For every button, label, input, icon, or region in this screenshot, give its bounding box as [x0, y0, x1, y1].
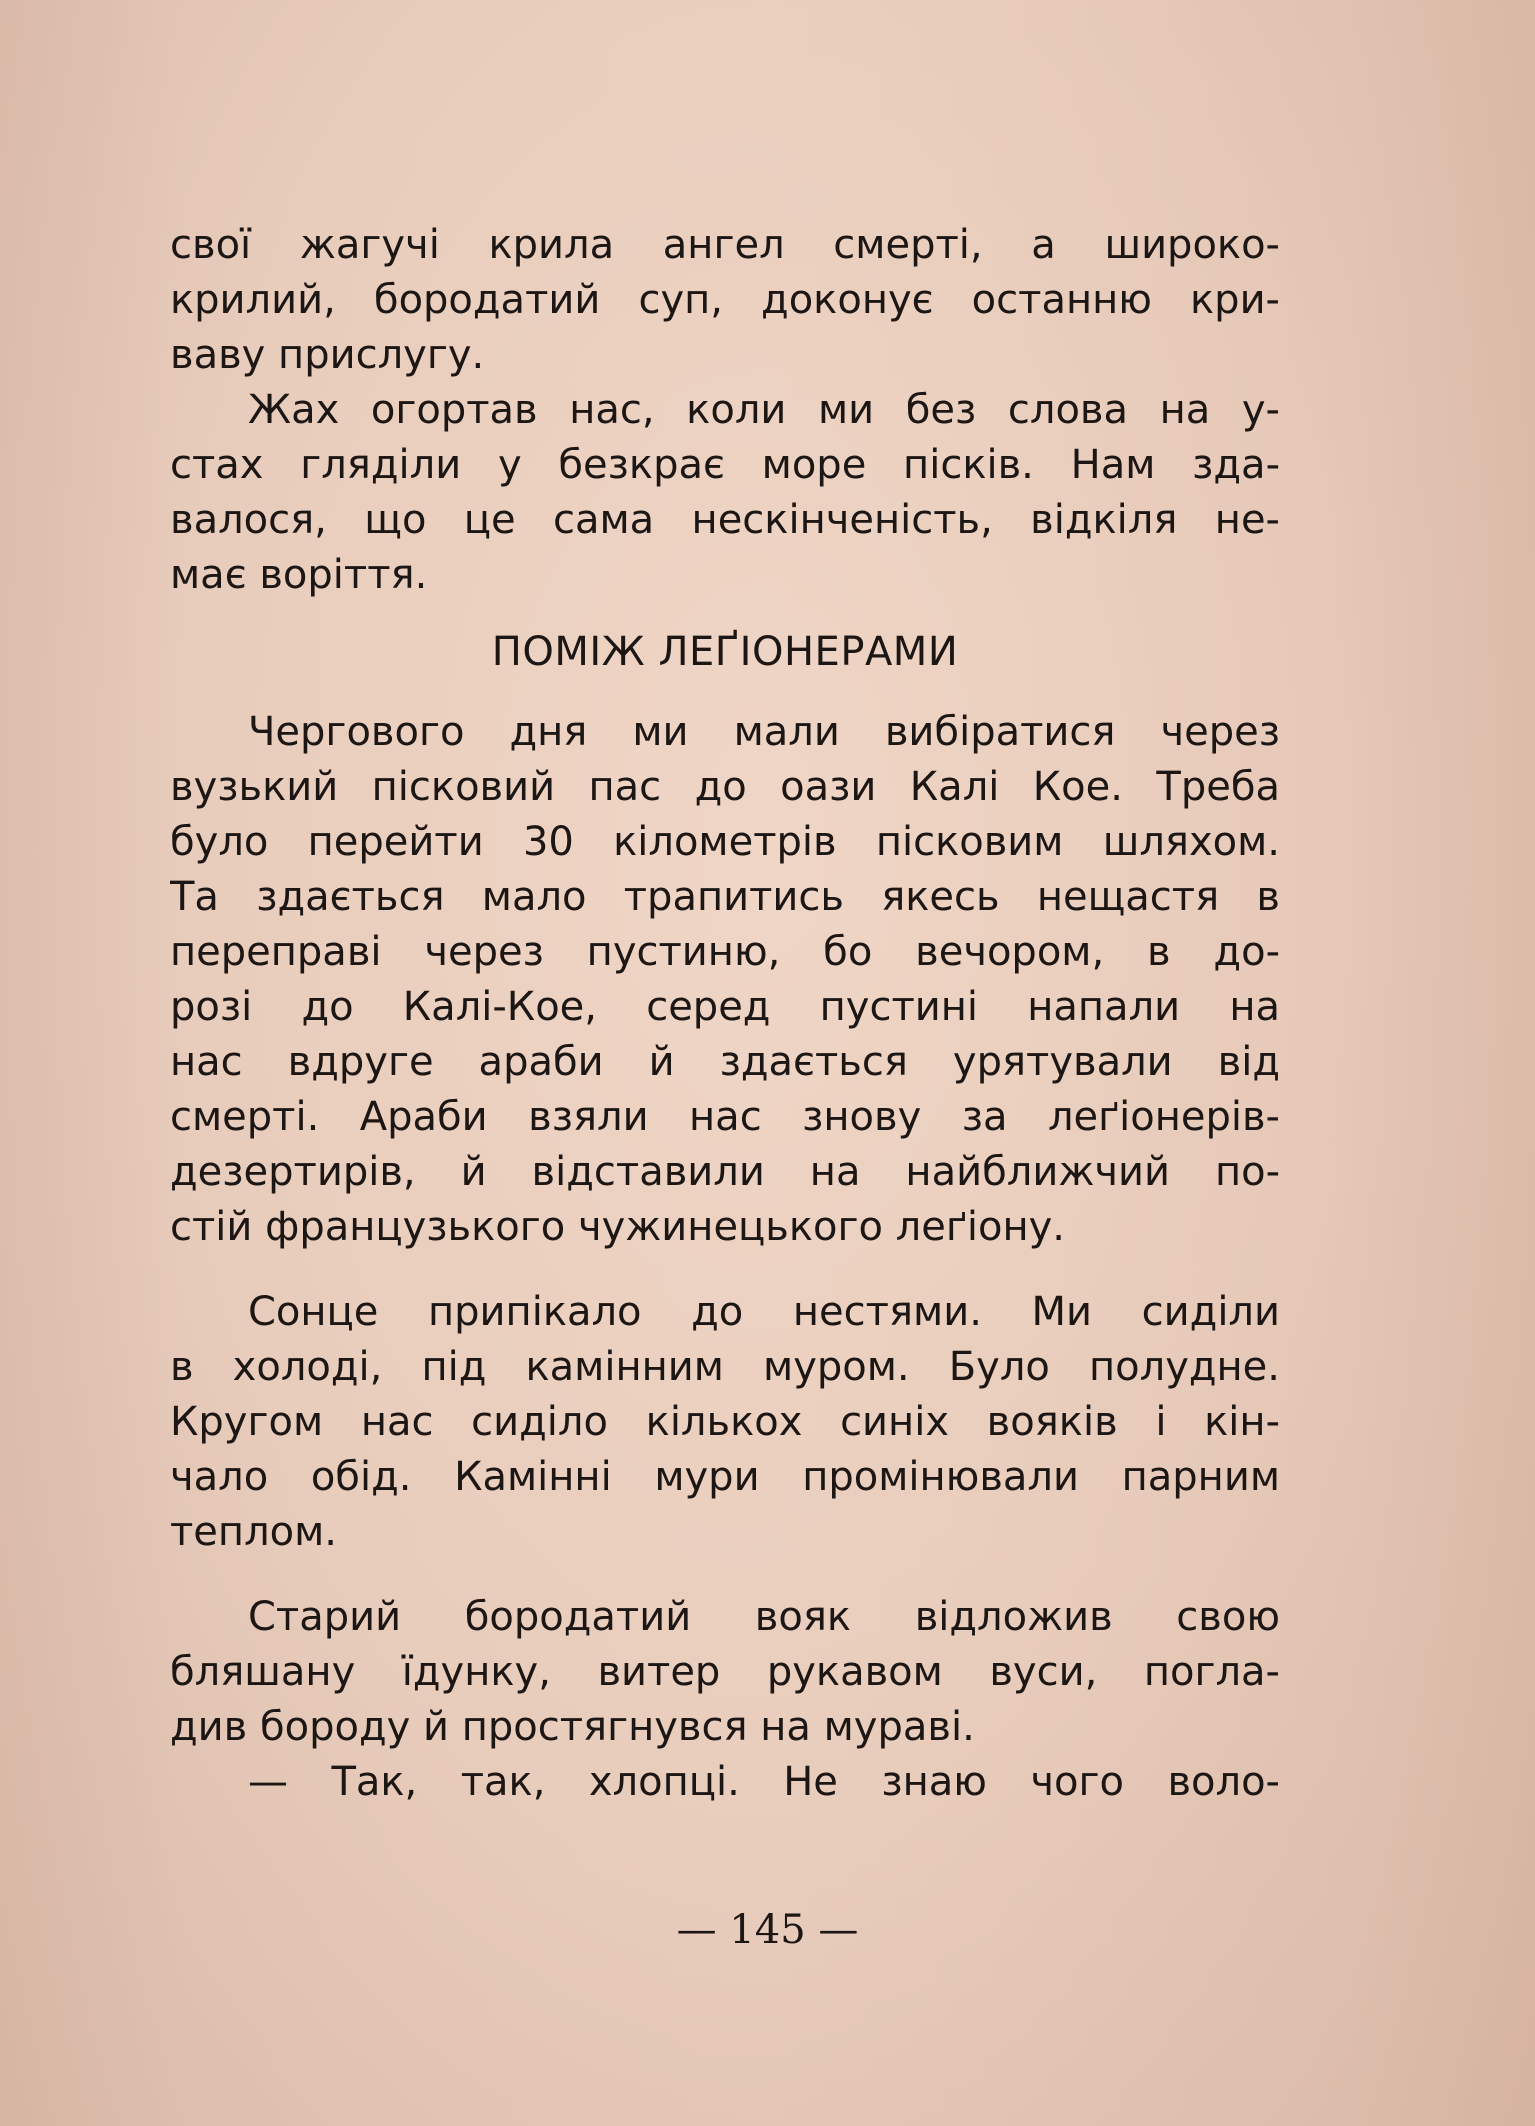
- paragraph-gap: [170, 1560, 1280, 1590]
- text-line: див бороду й простягнувся на мураві.: [170, 1704, 975, 1750]
- text-line: теплом.: [170, 1509, 337, 1555]
- section-heading: ПОМІЖ ЛЕҐІОНЕРАМИ: [491, 629, 959, 675]
- page-number: — 145 —: [676, 1907, 859, 1953]
- paragraph-6: [170, 1755, 1280, 1810]
- text-line: вузький пісковий пас до оази Калі Кое. Треба: [170, 764, 1280, 810]
- text-line: дезертирів, й відставили на найближчий по-: [170, 1149, 1280, 1195]
- text-line: свої жагучі крила ангел смерті, а широко-: [170, 222, 1280, 268]
- text-line: має воріття.: [170, 552, 428, 598]
- text-line: було перейти 30 кілометрів пісковим шляхом.: [170, 819, 1280, 865]
- text-line: валося, що це сама нескінченість, відкіля не-: [170, 497, 1280, 543]
- paragraph-4: [170, 1285, 1280, 1560]
- text-line: Старий бородатий вояк відложив свою: [248, 1594, 1280, 1640]
- paragraph-2: [170, 383, 1280, 603]
- text-line: стах гляділи у безкрає море пісків. Нам зда-: [170, 442, 1280, 488]
- text-line: смерті. Араби взяли нас знову за леґіонерів-: [170, 1094, 1280, 1140]
- text-line: чало обід. Камінні мури промінювали парним: [170, 1454, 1280, 1500]
- text-line: ваву прислугу.: [170, 332, 485, 378]
- text-line: Чергового дня ми мали вибіратися через: [248, 709, 1280, 755]
- text-line: бляшану їдунку, витер рукавом вуси, погла-: [170, 1649, 1280, 1695]
- paragraph-3: [170, 705, 1280, 1255]
- text-line: Кругом нас сиділо кількох синіх вояків і кін-: [170, 1399, 1280, 1445]
- text-line: Жах огортав нас, коли ми без слова на у-: [248, 387, 1280, 433]
- text-line: стій французького чужинецького леґіону.: [170, 1204, 1065, 1250]
- text-line: крилий, бородатий суп, доконує останню кри-: [170, 277, 1280, 323]
- text-line: Сонце припікало до нестями. Ми сиділи: [248, 1289, 1280, 1335]
- paragraph-5: [170, 1590, 1280, 1755]
- text-line: — Так, так, хлопці. Не знаю чого воло-: [248, 1759, 1280, 1805]
- text-line: переправі через пустиню, бо вечором, в до-: [170, 929, 1280, 975]
- text-line: розі до Калі-Кое, серед пустині напали на: [170, 984, 1280, 1030]
- page-text: [170, 218, 1280, 1810]
- text-line: нас вдруге араби й здається урятували від: [170, 1039, 1280, 1085]
- paragraph-gap: [170, 1255, 1280, 1285]
- text-line: в холоді, під камінним муром. Було полудне.: [170, 1344, 1280, 1390]
- paragraph-1: [170, 218, 1280, 383]
- text-line: Та здається мало трапитись якесь нещастя в: [170, 874, 1280, 920]
